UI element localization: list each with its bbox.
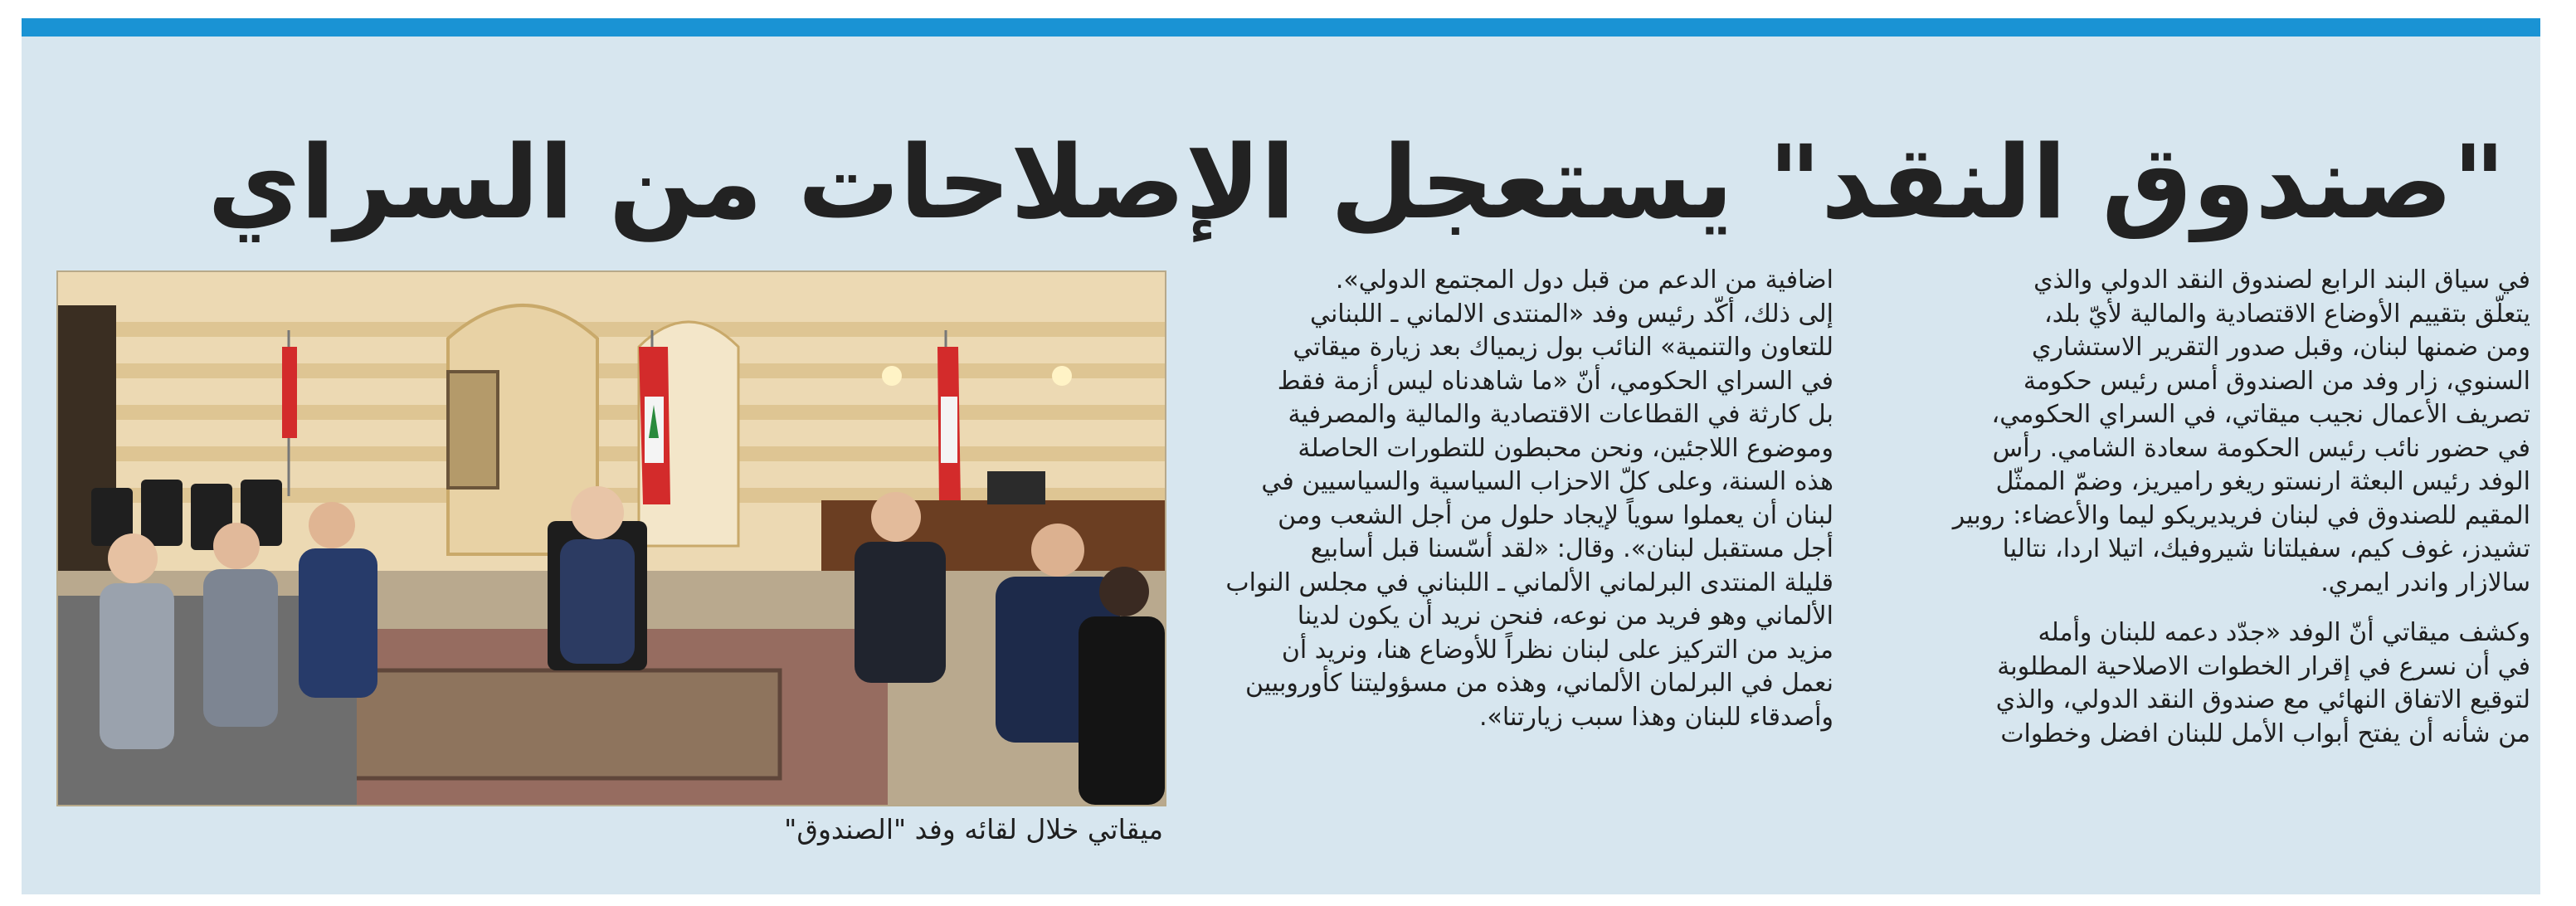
article-line: ومن ضمنها لبنان، وقبل صدور التقرير الاستشاري	[2031, 333, 2530, 362]
article-line: قليلة المنتدى البرلماني الألماني ـ اللبناني في مجلس النواب	[1225, 567, 1833, 597]
article-line: لبنان أن يعملوا سوياً لإيجاد حلول من أجل الشعب ومن	[1278, 500, 1833, 530]
article-line: إلى ذلك، أكّد رئيس وفد «المنتدى الالماني ـ اللبناني	[1309, 299, 1833, 329]
article-line: من شأنه أن يفتح أبواب الأمل للبنان افضل وخطوات	[2000, 718, 2530, 748]
article-line: الألماني وهو فريد من نوعه، فنحن نريد أن يكون لدينا	[1297, 602, 1833, 631]
article-line: في سياق البند الرابع لصندوق النقد الدولي والذي	[2033, 265, 2530, 295]
article-line: يتعلّق بتقييم الأوضاع الاقتصادية والمالية لأيّ بلد،	[2044, 299, 2530, 329]
headline: "صندوق النقد" يستعجل الإصلاحات من السراي	[207, 124, 2505, 241]
article-line: السنوي، زار وفد من الصندوق أمس رئيس حكومة	[2023, 366, 2530, 396]
article-column-middle	[1186, 264, 1833, 861]
article-line: هذه السنة، وعلى كلّ الاحزاب السياسية والسياسيين في	[1261, 467, 1833, 496]
article-line: للتعاون والتنمية» النائب بول زيمياك بعد زيارة ميقاتي	[1293, 333, 1833, 362]
article-line: وموضوع اللاجئين، ونحن محبطون للتطورات الحاصلة	[1298, 433, 1833, 463]
article-line: وأصدقاء للبنان وهذا سبب زيارتنا».	[1478, 702, 1833, 732]
article-line: في السراي الحكومي، أنّ «ما شاهدناه ليس أزمة فقط	[1277, 366, 1833, 396]
photo-caption: ميقاتي خلال لقائه وفد "الصندوق"	[784, 813, 1163, 845]
article-line: تشيدز، غوف كيم، سفيلتانا شيروفيك، اتيلا اردا، نتاليا	[2002, 534, 2530, 563]
article-line: المقيم للصندوق في لبنان فريديريكو ليما والأعضاء: روبير	[1952, 500, 2530, 530]
article-line: في حضور نائب رئيس الحكومة سعادة الشامي. رأس	[1992, 433, 2530, 463]
article-line: مزيد من التركيز على لبنان نظراً للأوضاع هنا، ونريد أن	[1281, 635, 1833, 665]
article-line: أجل مستقبل لبنان». وقال: «لقد أسّسنا قبل أسابيع	[1310, 534, 1833, 563]
article-line: بل كارثة في القطاعات الاقتصادية والمالية والمصرفية	[1288, 400, 1833, 429]
article-line: الوفد رئيس البعثة ارنستو ريغو راميريز، وضمّ الممثّل	[1995, 467, 2530, 496]
article-line: نعمل في البرلمان الألماني، وهذه من مسؤوليتنا كأوروبيين	[1245, 669, 1833, 698]
article-line: تصريف الأعمال نجيب ميقاتي، في السراي الحكومي،	[1991, 400, 2530, 429]
article-line: اضافية من الدعم من قبل دول المجتمع الدولي».	[1335, 265, 1833, 295]
article-line: لتوقيع الاتفاق النهائي مع صندوق النقد الدولي، والذي	[1995, 685, 2530, 714]
article-line: وكشف ميقاتي أنّ الوفد «جدّد دعمه للبنان وأمله	[2038, 618, 2530, 647]
top-accent-bar	[22, 18, 2540, 37]
article-line	[1883, 600, 2530, 616]
article-line: سالازار واندر ايمري.	[2320, 567, 2530, 597]
article-line: في أن نسرع في إقرار الخطوات الاصلاحية المطلوبة	[1997, 651, 2530, 681]
meeting-photo	[56, 270, 1166, 806]
article-column-right	[1883, 264, 2530, 861]
meeting-photo-illustration	[58, 272, 1165, 805]
